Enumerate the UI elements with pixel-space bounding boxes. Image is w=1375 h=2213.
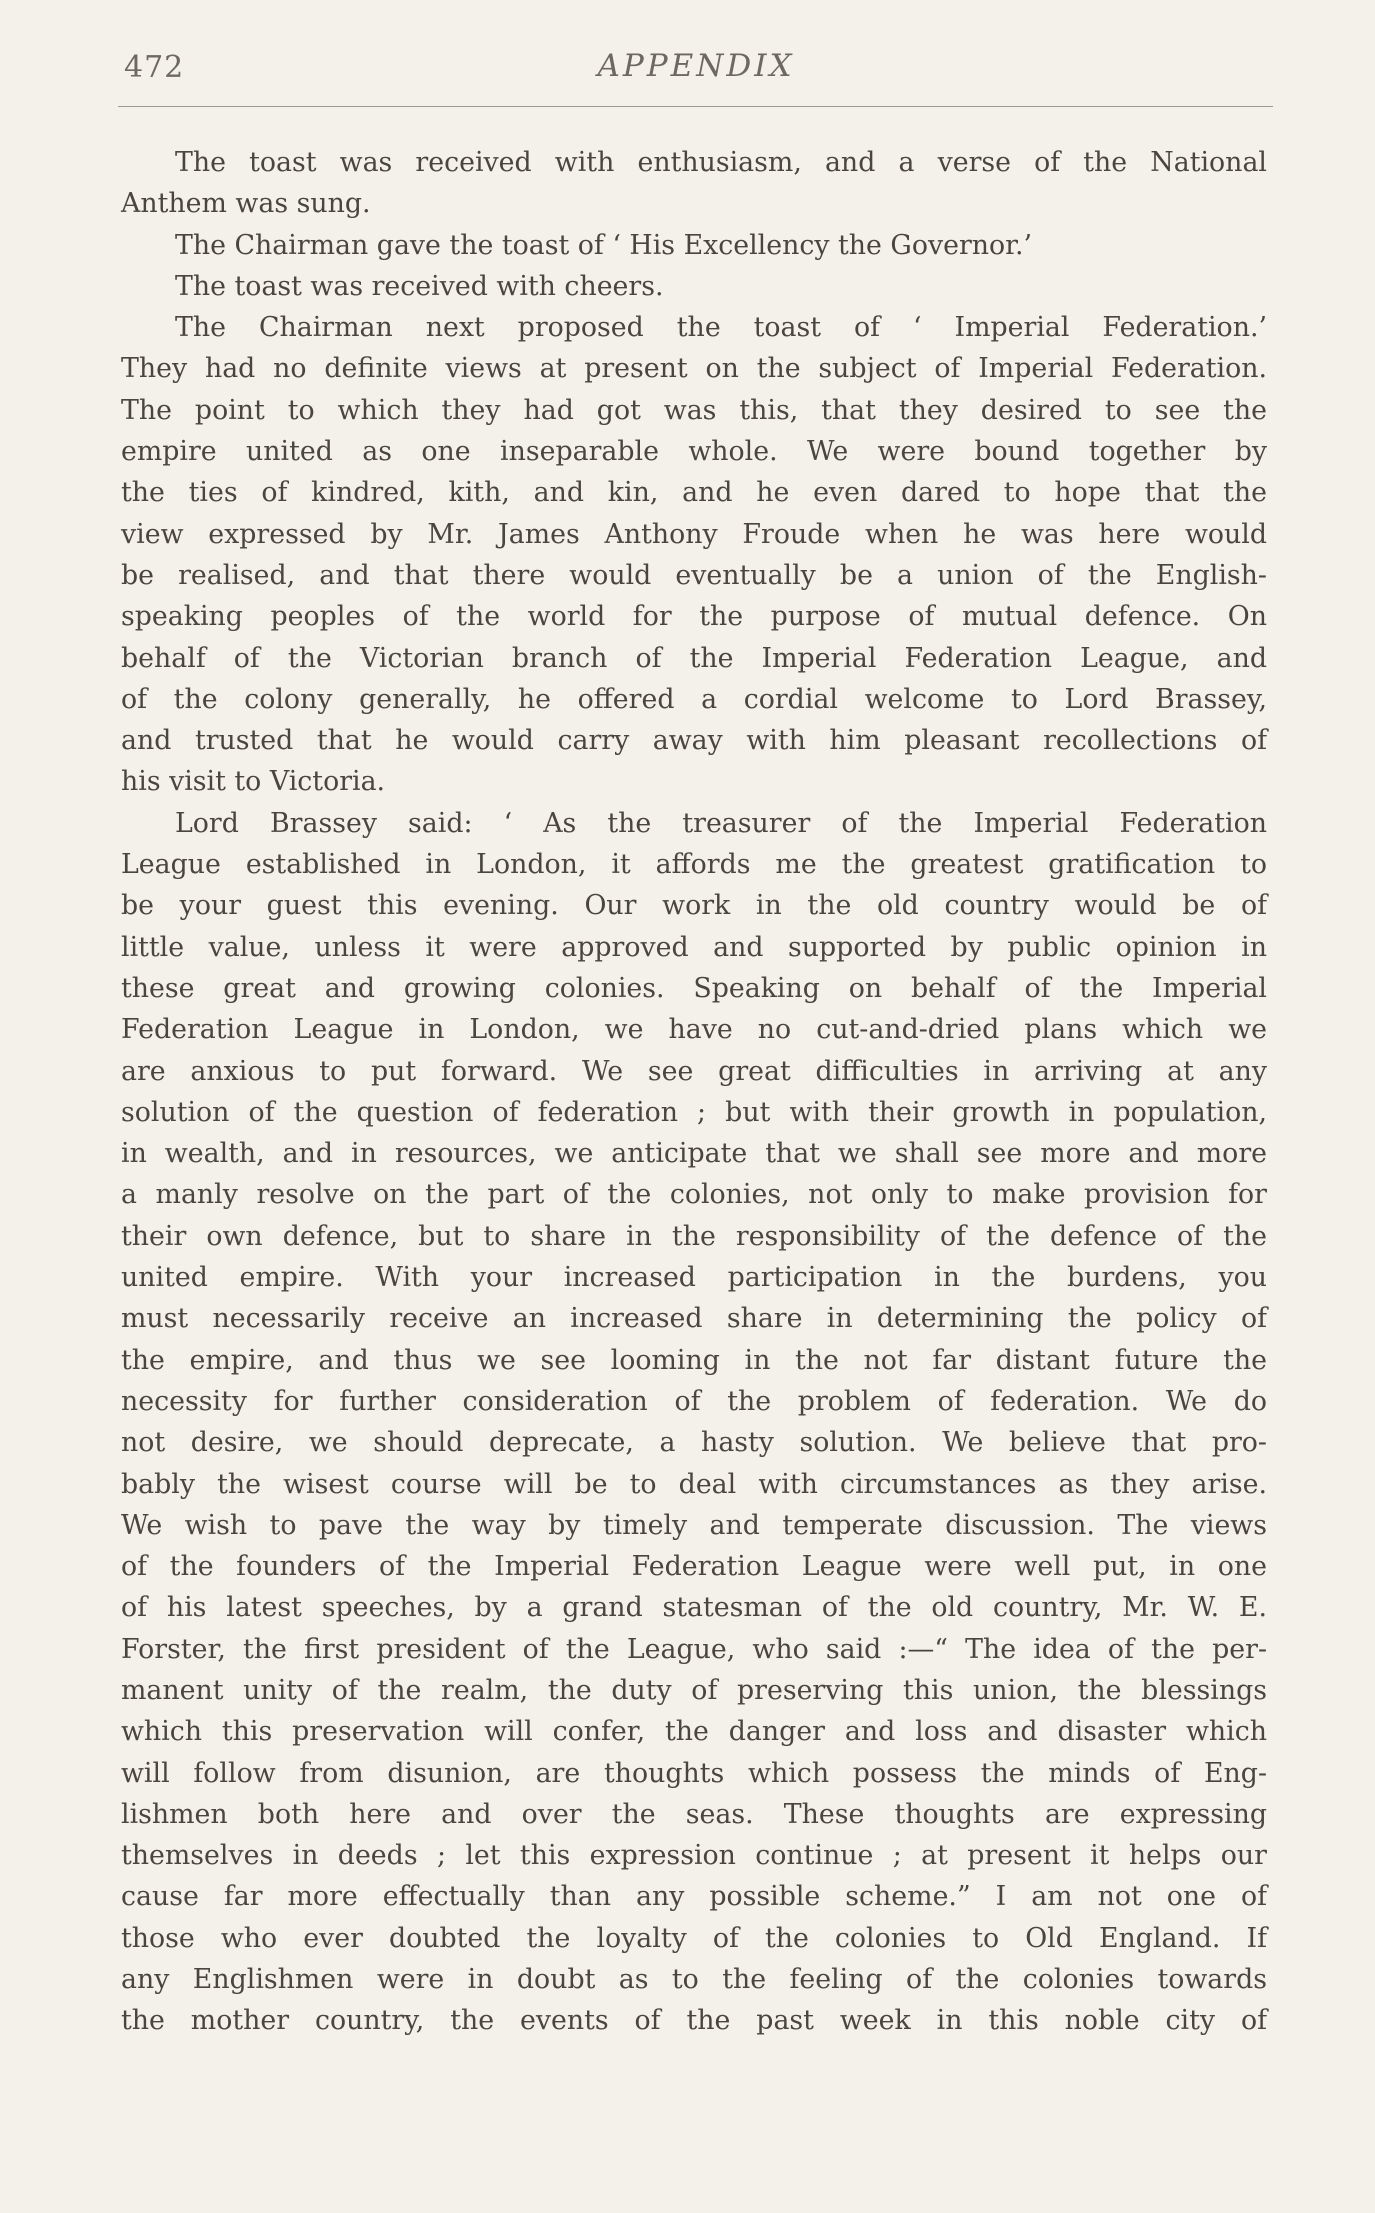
text-line: The Chairman gave the toast of ‘ His Excellency the Governor.’ <box>175 229 1033 261</box>
text-line: of the colony generally, he offered a cordial welcome to Lord Brassey, <box>121 683 1267 715</box>
text-line: little value, unless it were approved and supported by public opinion in <box>121 931 1267 963</box>
text-line: which this preservation will confer, the danger and loss and disaster which <box>121 1716 1267 1748</box>
text-line: united empire. With your increased participation in the burdens, you <box>121 1262 1267 1294</box>
text-line: the mother country, the events of the past week in this noble city of <box>121 2005 1267 2037</box>
text-line: Forster, the first president of the League, who said :—“ The idea of the per- <box>121 1633 1267 1665</box>
text-line: The Chairman next proposed the toast of ‘ Imperial Federation.’ <box>175 312 1267 344</box>
text-line: empire united as one inseparable whole. We were bound together by <box>121 436 1267 468</box>
text-line: Lord Brassey said: ‘ As the treasurer of the Imperial Federation <box>175 807 1267 839</box>
text-line: his visit to Victoria. <box>121 766 386 798</box>
running-head: APPENDIX <box>597 48 795 84</box>
text-line: in wealth, and in resources, we anticipate that we shall see more and more <box>121 1138 1267 1170</box>
body-text <box>121 142 1267 2042</box>
text-line: solution of the question of federation ; but with their growth in population, <box>121 1096 1267 1128</box>
text-line: We wish to pave the way by timely and temperate discussion. The views <box>121 1509 1267 1541</box>
text-line: speaking peoples of the world for the purpose of mutual defence. On <box>121 601 1267 633</box>
text-line: The point to which they had got was this, that they desired to see the <box>121 394 1267 426</box>
text-line: a manly resolve on the part of the colonies, not only to make provision for <box>121 1179 1267 1211</box>
text-line: the empire, and thus we see looming in the not far distant future the <box>121 1344 1267 1376</box>
text-line: manent unity of the realm, the duty of preserving this union, the blessings <box>121 1674 1267 1706</box>
text-line: themselves in deeds ; let this expression continue ; at present it helps our <box>121 1840 1267 1872</box>
text-line: League established in London, it affords me the greatest gratification to <box>121 849 1267 881</box>
page-header <box>120 42 1272 108</box>
text-line: lishmen both here and over the seas. These thoughts are expressing <box>121 1798 1267 1830</box>
text-line: Anthem was sung. <box>121 188 371 220</box>
text-line: these great and growing colonies. Speaking on behalf of the Imperial <box>121 972 1267 1004</box>
text-line: behalf of the Victorian branch of the Imperial Federation League, and <box>121 642 1267 674</box>
text-line: be realised, and that there would eventually be a union of the English- <box>121 559 1267 591</box>
text-line: will follow from disunion, are thoughts which possess the minds of Eng- <box>121 1757 1267 1789</box>
text-line: view expressed by Mr. James Anthony Froude when he was here would <box>121 518 1267 550</box>
text-line: Federation League in London, we have no cut-and-dried plans which we <box>121 1014 1267 1046</box>
text-line: The toast was received with enthusiasm, and a verse of the National <box>175 147 1267 178</box>
text-line: necessity for further consideration of the problem of federation. We do <box>121 1385 1267 1417</box>
text-line: They had no definite views at present on the subject of Imperial Federation. <box>121 353 1267 385</box>
text-line: be your guest this evening. Our work in the old country would be of <box>121 890 1267 922</box>
text-line: those who ever doubted the loyalty of the colonies to Old England. If <box>121 1922 1267 1954</box>
text-line: the ties of kindred, kith, and kin, and he even dared to hope that the <box>121 477 1267 509</box>
text-line: any Englishmen were in doubt as to the feeling of the colonies towards <box>121 1964 1267 1996</box>
page-number: 472 <box>124 50 185 85</box>
text-line: bably the wisest course will be to deal with circumstances as they arise. <box>121 1468 1267 1500</box>
text-line: their own defence, but to share in the responsibility of the defence of the <box>121 1220 1267 1252</box>
text-line: The toast was received with cheers. <box>175 270 664 302</box>
text-line: cause far more effectually than any possible scheme.” I am not one of <box>121 1881 1267 1913</box>
text-line: of the founders of the Imperial Federation League were well put, in one <box>121 1551 1267 1583</box>
text-line: must necessarily receive an increased share in determining the policy of <box>121 1303 1267 1335</box>
text-line: and trusted that he would carry away with him pleasant recollections of <box>121 725 1267 757</box>
text-line: are anxious to put forward. We see great difficulties in arriving at any <box>121 1055 1267 1087</box>
text-line: of his latest speeches, by a grand statesman of the old country, Mr. W. E. <box>121 1592 1267 1624</box>
header-rule <box>118 106 1273 107</box>
text-line: not desire, we should deprecate, a hasty solution. We believe that pro- <box>121 1427 1267 1459</box>
